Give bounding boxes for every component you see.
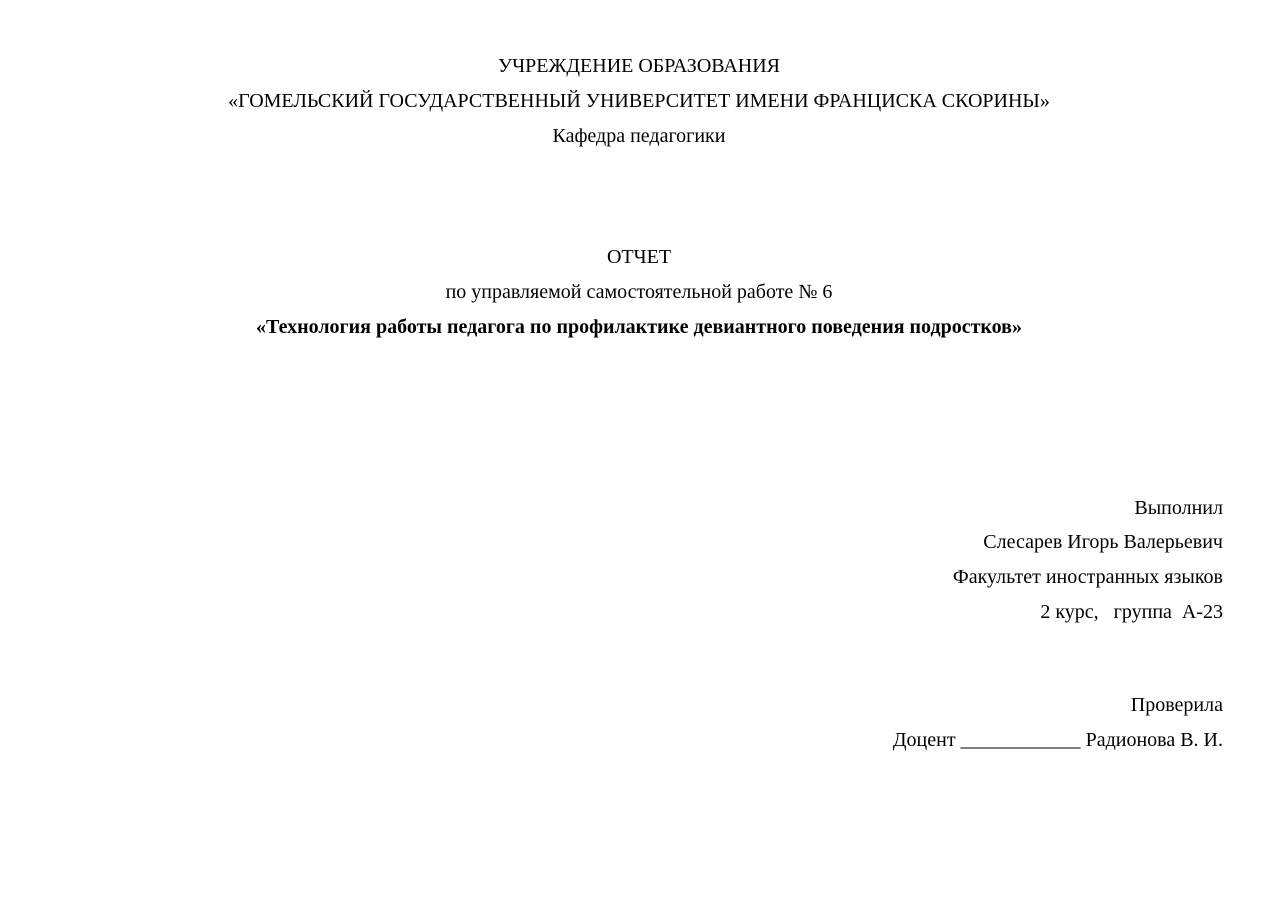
report-type: ОТЧЕТ <box>606 246 672 268</box>
institution-type: УЧРЕЖДЕНИЕ ОБРАЗОВАНИЯ <box>497 55 781 77</box>
report-topic: «Технология работы педагога по профилактике девиантного поведения подростков» <box>256 316 1022 338</box>
university-name: «ГОМЕЛЬСКИЙ ГОСУДАРСТВЕННЫЙ УНИВЕРСИТЕТ ИМЕНИ ФРАНЦИСКА СКОРИНЫ» <box>228 90 1050 112</box>
checked-label: Проверила <box>1130 694 1223 716</box>
department-name: Кафедра педагогики <box>552 125 726 147</box>
performed-label: Выполнил <box>1134 497 1223 519</box>
student-name: Слесарев Игорь Валерьевич <box>983 531 1223 553</box>
course-group: 2 курс, группа А-23 <box>1040 601 1223 623</box>
faculty-name: Факультет иностранных языков <box>952 566 1223 588</box>
reviewer-line: Доцент ____________ Радионова В. И. <box>892 729 1223 751</box>
report-subtitle: по управляемой самостоятельной работе № 6 <box>445 281 833 303</box>
